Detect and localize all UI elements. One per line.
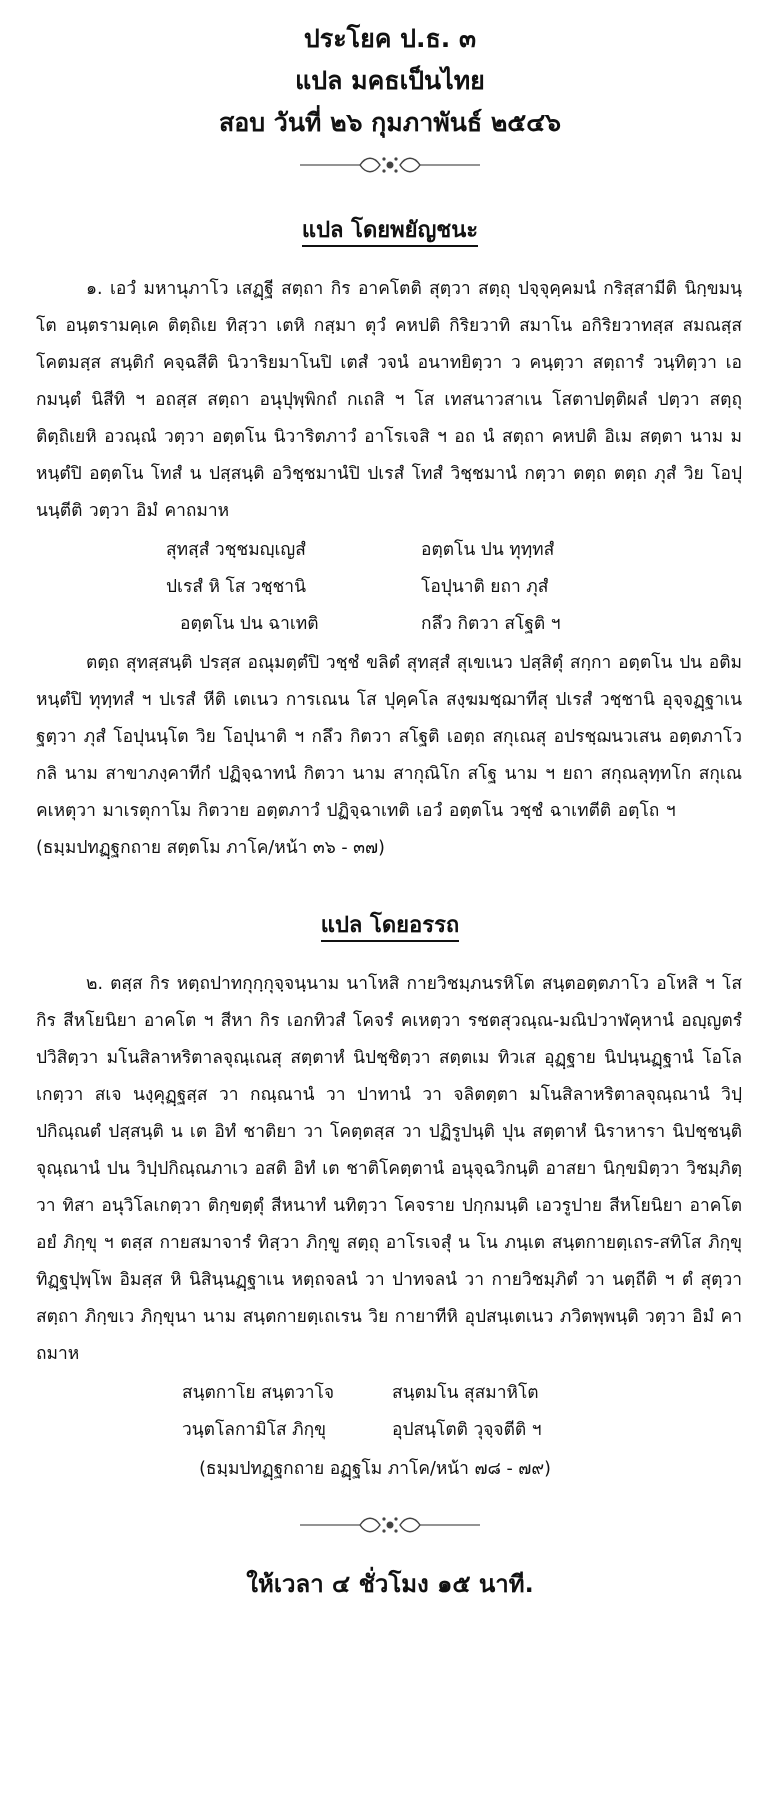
exam-header (0, 18, 780, 144)
verse-2-line: สนฺตกาโย สนฺตวาโจ สนฺตมโน สุสมาหิโต (182, 1383, 539, 1403)
verse-1-line: อตฺตโน ปน ฉาเทติ กลึว กิตวา สโฐติ ฯ (180, 614, 561, 634)
verse-1 (0, 532, 780, 643)
verse-1-line: ปเรสํ หิ โส วชฺชานิ โอปุนาติ ยถา ภุสํ (166, 577, 549, 597)
exam-level: ประโยค ป.ธ. ๓ (303, 24, 477, 53)
verse-2 (0, 1375, 780, 1449)
ornament-divider-icon (300, 154, 480, 176)
verse-1-line: สุทสฺสํ วชฺชมญฺเญสํ อตฺตโน ปน ทุทฺทสํ (166, 540, 555, 560)
passage-1: ๑. เอวํ มหานุภาโว เสฏฺฐี สตฺถา กิร อาคโตติ สุตฺวา สตฺถุ ปจฺจุคฺคมนํ กริสฺสามีติ นิกฺขมนฺโต อนฺตรามคฺเค ติตฺถิเย ทิสฺวา เตหิ กสฺมา ตุวํ คหปติ กิริยวาทิ สมาโน อกิริยวาทสฺส สมณสฺส โคตมสฺส สนฺติกํ คจฺฉสีติ นิวาริยมาโนปิ เตสํ วจนํ อนาทยิตฺวา ว คนฺตฺวา สตฺถารํ วนฺทิตฺวา เอกมนฺตํ นิสีทิ ฯ อถสฺส สตฺถา อนุปุพฺพิกถํ กเถสิ ฯ โส เทสนาวสาเน โสตาปตฺติผลํ ปตฺวา สตฺถุ ติตฺถิเยหิ อวณฺณํ วตฺวา อตฺตโน นิวาริตภาวํ อาโรเจสิ ฯ อถ นํ สตฺถา คหปติ อิเม สตฺตา นาม มหนฺตํปิ อตฺตโน โทสํ น ปสฺสนฺติ อวิชฺชมานํปิ ปเรสํ โทสํ วิชฺชมานํ กตฺวา ตตฺถ ตตฺถ ภุสํ วิย โอปุนนฺตีติ วตฺวา อิมํ คาถมาห (36, 279, 742, 521)
exam-subject: แปล มคธเป็นไทย (295, 66, 485, 95)
ornament-divider-icon (300, 1514, 480, 1536)
passage-1-commentary: ตตฺถ สุทสฺสนฺติ ปรสฺส อณุมตฺตํปิ วชฺชํ ขลิตํ สุทสฺสํ สุเขเนว ปสฺสิตุํ สกฺกา อตฺตโน ปน อติมหนฺตํปิ ทุทฺทสํ ฯ ปเรสํ หีติ เตเนว การเณน โส ปุคฺคโล สงฺฆมชฺฌาทีสุ ปเรสํ วชฺชานิ อุจฺจฏฺฐาเน ฐตฺวา ภุสํ โอปุนนฺโต วิย โอปุนาติ ฯ กลึว กิตวา สโฐติ เอตฺถ สกุเณสุ อปรชฺฌนวเสน อตฺตภาโว กลิ นาม สาขาภงฺคาทีกํ ปฏิจฺฉาทนํ กิตวา นาม สากุณิโก สโฐ นาม ฯ ยถา สกุณลุทฺทโก สกุเณ คเหตุวา มาเรตุกาโม กิตวาย อตฺตภาวํ ปฏิจฺฉาเทติ เอวํ อตฺตโน วชฺชํ ฉาเทตีติ อตฺโถ ฯ (36, 653, 742, 821)
verse-2-line: วนฺตโลกามิโส ภิกฺขุ อุปสนฺโตติ วุจฺจตีติ ฯ (182, 1420, 542, 1440)
exam-date: สอบ วันที่ ๒๖ กุมภาพันธ์ ๒๕๔๖ (218, 108, 562, 137)
section-title-literal: แปล โดยพยัญชนะ (0, 212, 780, 247)
section-title-meaning: แปล โดยอรรถ (0, 907, 780, 942)
time-allotted: ให้เวลา ๔ ชั่วโมง ๑๕ นาที. (246, 1570, 534, 1598)
source-reference-1: (ธมฺมปทฏฺฐกถาย สตฺตโม ภาโค/หน้า ๓๖ - ๓๗) (36, 838, 385, 858)
source-reference-2: (ธมฺมปทฏฺฐกถาย อฏฺฐโม ภาโค/หน้า ๗๘ - ๗๙) (199, 1459, 551, 1479)
passage-2: ๒. ตสฺส กิร หตฺถปาทกุกฺกุจฺจนฺนาม นาโหสิ กายวิชมฺภนรหิโต สนฺตอตฺตภาโว อโหสิ ฯ โส กิร สีหโยนิยา อาคโต ฯ สีหา กิร เอกทิวสํ โคจรํ คเหตฺวา รชตสุวณฺณ-มณิปวาฬคุหานํ อญฺญตรํ ปวิสิตฺวา มโนสิลาหริตาลจุณฺเณสุ สตฺตาหํ นิปชฺชิตฺวา สตฺตเม ทิวเส อุฏฺฐาย นิปนฺนฏฺฐานํ โอโลเกตฺวา สเจ นงฺคุฏฺฐสฺส วา กณฺณานํ วา ปาทานํ วา จลิตตฺตา มโนสิลาหริตาลจุณฺณานํ วิปฺปกิณฺณตํ ปสฺสนฺติ น เต อิทํ ชาติยา วา โคตฺตสฺส วา ปฏิรูปนฺติ ปุน สตฺตาหํ นิราหารา นิปชฺชนฺติ จุณฺณานํ ปน วิปฺปกิณฺณภาเว อสติ อิทํ เต ชาติโคตฺตานํ อนุจฺฉวิกนฺติ อาสยา นิกฺขมิตฺวา วิชมฺภิตฺวา ทิสา อนุวิโลเกตฺวา ติกฺขตฺตุํ สีหนาทํ นทิตฺวา โคจราย ปกฺกมนฺติ เอวรูปาย สีหโยนิยา อาคโต อยํ ภิกฺขุ ฯ ตสฺส กายสมาจารํ ทิสฺวา ภิกฺขู สตฺถุ อาโรเจสุํ น โน ภนฺเต สนฺตกายตฺเถร-สทิโส ภิกฺขุ ทิฏฺฐปุพฺโพ อิมสฺส หิ นิสินฺนฏฺฐาเน หตฺถจลนํ วา ปาทจลนํ วา กายวิชมฺภิตํ วา นตฺถีติ ฯ ตํ สุตฺวา สตฺถา ภิกฺขเว ภิกฺขุนา นาม สนฺตกายตฺเถเรน วิย กายาทีหิ อุปสนฺเตเนว ภวิตพฺพนฺติ วตฺวา อิมํ คาถมาห (36, 974, 742, 1364)
